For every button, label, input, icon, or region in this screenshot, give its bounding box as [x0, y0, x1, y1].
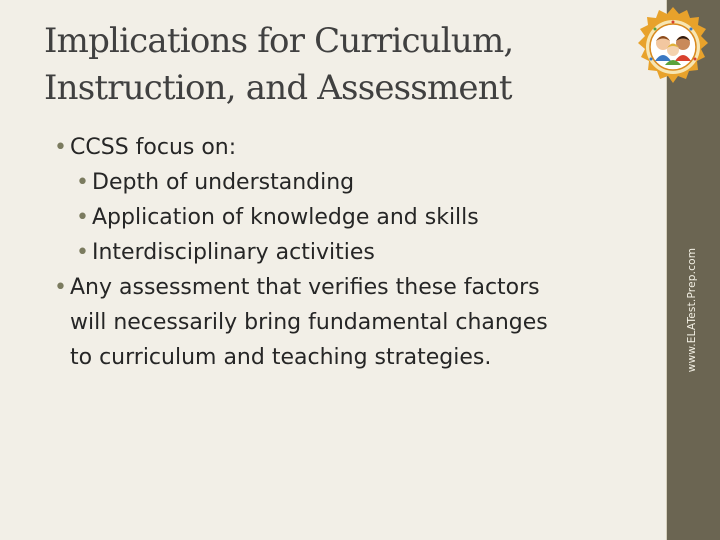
sub-bullet-depth	[76, 165, 654, 200]
bullet-marker: •	[54, 135, 67, 160]
bullet-ccss-focus	[54, 130, 654, 165]
slide-title	[44, 18, 644, 112]
bullet-text: Interdisciplinary activities	[92, 240, 375, 265]
bullet-text: Application of knowledge and skills	[92, 205, 479, 230]
sub-bullet-application	[76, 200, 654, 235]
bullet-text: Depth of understanding	[92, 170, 355, 195]
bullet-text-line-1: Any assessment that verifies these factors	[70, 275, 540, 300]
bullet-assessment	[54, 270, 654, 305]
bullet-marker: •	[76, 170, 89, 195]
bullet-list	[54, 130, 654, 375]
sidebar-url	[672, 247, 712, 373]
children-group-logo-icon	[633, 3, 713, 91]
bullet-marker: •	[76, 205, 89, 230]
sidebar-url-text: www.ELATest.Prep.com	[686, 247, 698, 373]
bullet-text-line-3: to curriculum and teaching strategies.	[70, 345, 492, 370]
bullet-marker: •	[54, 275, 67, 300]
sub-bullet-interdisciplinary	[76, 235, 654, 270]
title-line-1: Implications for Curriculum,	[44, 21, 514, 61]
bullet-text: CCSS focus on:	[70, 135, 237, 160]
title-line-2: Instruction, and Assessment	[44, 68, 512, 108]
bullet-marker: •	[76, 240, 89, 265]
bullet-text-line-2: will necessarily bring fundamental changes	[70, 310, 548, 335]
